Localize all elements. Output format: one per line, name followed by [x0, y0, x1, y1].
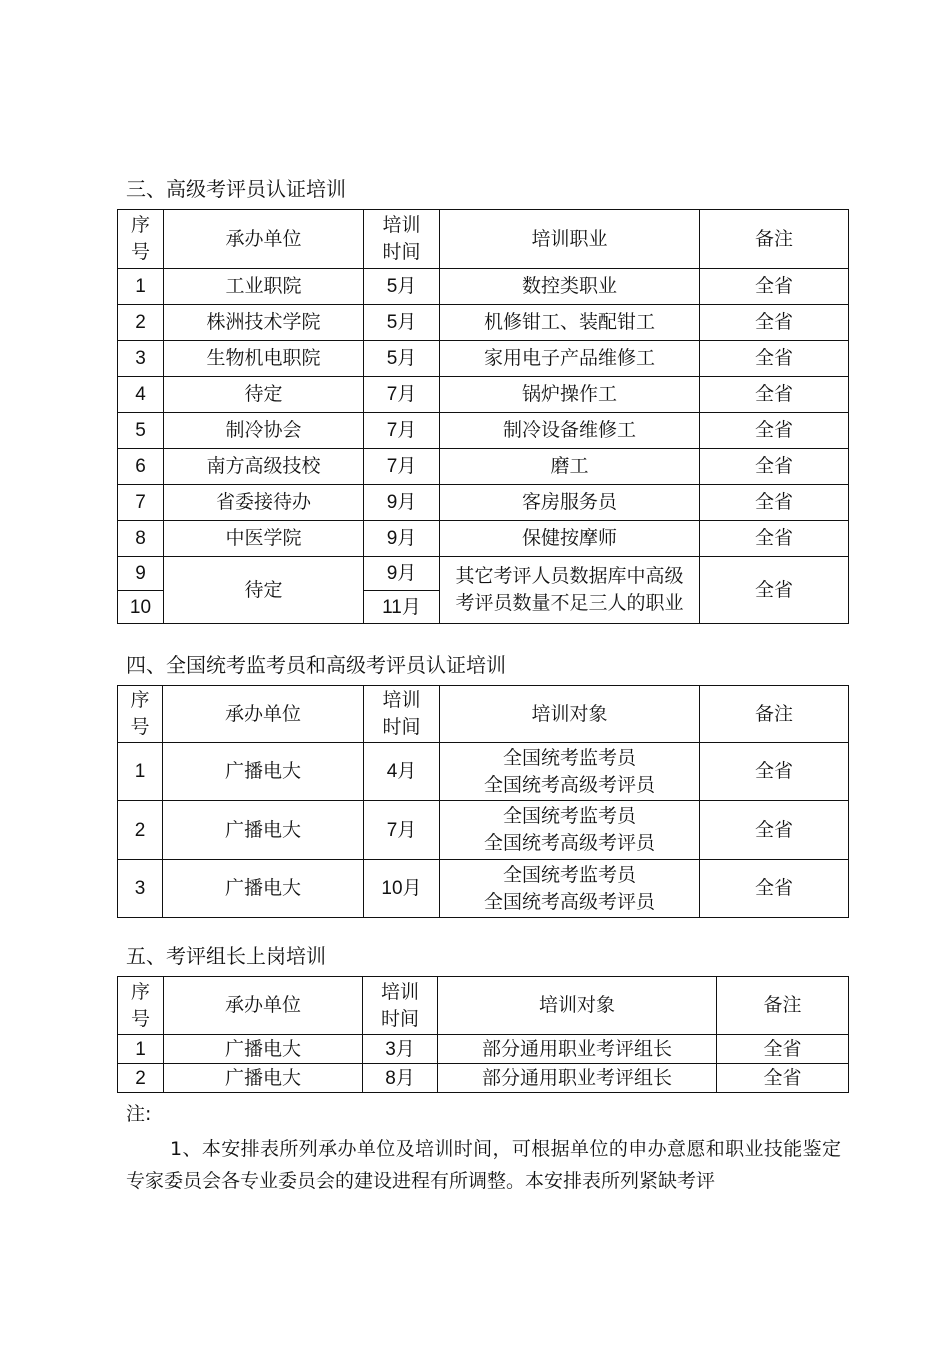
- table-row: [118, 1064, 849, 1093]
- row-time: 7月: [364, 449, 440, 485]
- row-target: 全国统考监考员 全国统考高级考评员: [440, 860, 700, 918]
- table-row: [118, 341, 849, 377]
- row-job: 锅炉操作工: [440, 377, 700, 413]
- row-target: 全国统考监考员 全国统考高级考评员: [440, 743, 700, 801]
- row-time: 7月: [364, 801, 440, 860]
- row-org: 广播电大: [163, 743, 364, 801]
- header-target: 培训对象: [438, 977, 717, 1035]
- row-time: 7月: [364, 413, 440, 449]
- row-index: 2: [118, 305, 164, 341]
- section3-table: [117, 209, 849, 624]
- section4-table: [117, 685, 849, 918]
- row-remark: 全省: [717, 1035, 849, 1064]
- row-org: 中医学院: [164, 521, 364, 557]
- table-row: [118, 269, 849, 305]
- header-index: 序 号: [118, 686, 163, 743]
- row-org: 广播电大: [163, 860, 364, 918]
- row-job: 制冷设备维修工: [440, 413, 700, 449]
- table-header-row: [118, 977, 849, 1035]
- table-row: [118, 1035, 849, 1064]
- row-remark: 全省: [700, 521, 849, 557]
- row-time: 4月: [364, 743, 440, 801]
- row-job: 其它考评人员数据库中高级 考评员数量不足三人的职业: [440, 557, 700, 624]
- row-remark: 全省: [700, 860, 849, 918]
- row-remark: 全省: [700, 449, 849, 485]
- table-header-row: [118, 210, 849, 269]
- row-job: 磨工: [440, 449, 700, 485]
- table-header-row: [118, 686, 849, 743]
- row-job: 客房服务员: [440, 485, 700, 521]
- row-org: 工业职院: [164, 269, 364, 305]
- row-time: 10月: [364, 860, 440, 918]
- row-index: 2: [118, 1064, 164, 1093]
- table-row: [118, 860, 849, 918]
- header-org: 承办单位: [163, 686, 364, 743]
- row-time: 8月: [363, 1064, 438, 1093]
- section4-title: 四、全国统考监考员和高级考评员认证培训: [126, 653, 506, 677]
- row-org: 广播电大: [163, 801, 364, 860]
- header-remark: 备注: [717, 977, 849, 1035]
- row-job: 机修钳工、装配钳工: [440, 305, 700, 341]
- row-index: 4: [118, 377, 164, 413]
- table-row: [118, 743, 849, 801]
- row-index: 3: [118, 860, 163, 918]
- row-remark: 全省: [700, 413, 849, 449]
- table-row: [118, 449, 849, 485]
- table-row: [118, 801, 849, 860]
- notes-paragraph: 1、本安排表所列承办单位及培训时间，可根据单位的申办意愿和职业技能鉴定专家委员会各专业委员会的建设进程有所调整。本安排表所列紧缺考评: [126, 1138, 841, 1192]
- row-remark: 全省: [700, 485, 849, 521]
- row-index: 1: [118, 743, 163, 801]
- row-job: 家用电子产品维修工: [440, 341, 700, 377]
- row-index: 3: [118, 341, 164, 377]
- row-org: 株洲技术学院: [164, 305, 364, 341]
- row-time: 5月: [364, 341, 440, 377]
- row-org: 生物机电职院: [164, 341, 364, 377]
- header-remark: 备注: [700, 686, 849, 743]
- row-org: 制冷协会: [164, 413, 364, 449]
- header-time: 培训 时间: [364, 210, 440, 269]
- section5-table: [117, 976, 849, 1093]
- row-index: 10: [118, 591, 164, 624]
- row-index: 5: [118, 413, 164, 449]
- row-index: 9: [118, 557, 164, 591]
- header-index: 序 号: [118, 210, 164, 269]
- row-index: 8: [118, 521, 164, 557]
- row-time: 9月: [364, 557, 440, 591]
- table-row: [118, 377, 849, 413]
- row-target: 部分通用职业考评组长: [438, 1064, 717, 1093]
- notes-label: 注:: [126, 1103, 152, 1125]
- row-index: 1: [118, 269, 164, 305]
- row-remark: 全省: [717, 1064, 849, 1093]
- row-job: 数控类职业: [440, 269, 700, 305]
- row-time: 9月: [364, 485, 440, 521]
- row-org: 广播电大: [164, 1035, 363, 1064]
- table-row: [118, 557, 849, 591]
- table-row: [118, 521, 849, 557]
- row-remark: 全省: [700, 341, 849, 377]
- row-time: 7月: [364, 377, 440, 413]
- row-time: 5月: [364, 269, 440, 305]
- row-index: 7: [118, 485, 164, 521]
- row-target: 部分通用职业考评组长: [438, 1035, 717, 1064]
- row-remark: 全省: [700, 557, 849, 624]
- table-row: [118, 485, 849, 521]
- header-remark: 备注: [700, 210, 849, 269]
- row-org: 广播电大: [164, 1064, 363, 1093]
- header-target: 培训对象: [440, 686, 700, 743]
- row-target: 全国统考监考员 全国统考高级考评员: [440, 801, 700, 860]
- table-row: [118, 413, 849, 449]
- row-time: 11月: [364, 591, 440, 624]
- row-remark: 全省: [700, 377, 849, 413]
- row-remark: 全省: [700, 801, 849, 860]
- row-job: 保健按摩师: [440, 521, 700, 557]
- row-org: 待定: [164, 557, 364, 624]
- row-remark: 全省: [700, 269, 849, 305]
- section5-title: 五、考评组长上岗培训: [126, 944, 326, 968]
- header-time: 培训 时间: [364, 686, 440, 743]
- section3-title: 三、高级考评员认证培训: [126, 177, 346, 201]
- row-time: 9月: [364, 521, 440, 557]
- header-org: 承办单位: [164, 977, 363, 1035]
- row-remark: 全省: [700, 305, 849, 341]
- row-index: 1: [118, 1035, 164, 1064]
- row-time: 5月: [364, 305, 440, 341]
- header-index: 序 号: [118, 977, 164, 1035]
- row-index: 6: [118, 449, 164, 485]
- table-row: [118, 305, 849, 341]
- header-time: 培训 时间: [363, 977, 438, 1035]
- row-org: 待定: [164, 377, 364, 413]
- header-org: 承办单位: [164, 210, 364, 269]
- row-org: 南方高级技校: [164, 449, 364, 485]
- row-index: 2: [118, 801, 163, 860]
- row-time: 3月: [363, 1035, 438, 1064]
- row-org: 省委接待办: [164, 485, 364, 521]
- header-job: 培训职业: [440, 210, 700, 269]
- row-remark: 全省: [700, 743, 849, 801]
